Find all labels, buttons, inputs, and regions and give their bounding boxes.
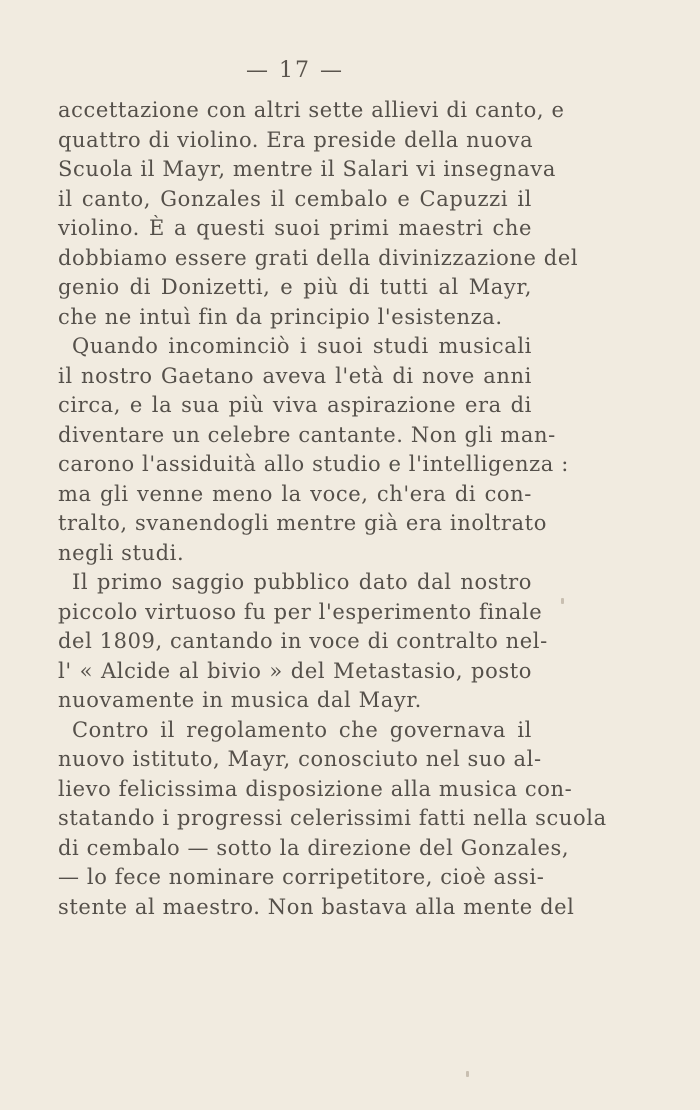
text-line: tralto, svanendogli mentre già era inoltrato xyxy=(58,511,547,535)
text-line: nuovo istituto, Mayr, conosciuto nel suo al- xyxy=(58,747,542,771)
text-line: di cembalo — sotto la direzione del Gonzales, xyxy=(58,835,570,860)
body-text xyxy=(58,96,607,922)
text-line: diventare un celebre cantante. Non gli man- xyxy=(58,422,556,447)
text-line: Contro il regolamento che governava il xyxy=(72,717,532,742)
text-line: quattro di violino. Era preside della nuova xyxy=(58,127,534,152)
text-line: che ne intuì fin da principio l'esistenza. xyxy=(58,304,503,329)
text-line: Quando incominciò i suoi studi musicali xyxy=(72,334,532,358)
text-line: ma gli venne meno la voce, ch'era di con- xyxy=(58,481,532,506)
text-line: Scuola il Mayr, mentre il Salari vi insegnava xyxy=(58,157,557,181)
text-line: il nostro Gaetano aveva l'età di nove anni xyxy=(58,363,532,388)
text-line: statando i progressi celerissimi fatti nella scuola xyxy=(58,806,607,830)
text-line: il canto, Gonzales il cembalo e Capuzzi il xyxy=(58,186,532,211)
paper-speck xyxy=(466,1071,469,1077)
text-line: accettazione con altri sette allievi di canto, e xyxy=(58,98,565,122)
text-line: dobbiamo essere grati della divinizzazione del xyxy=(58,245,579,270)
text-line: l' « Alcide al bivio » del Metastasio, posto xyxy=(58,658,532,683)
text-line: — lo fece nominare corripetitore, cioè assi- xyxy=(58,865,545,889)
paragraph-1 xyxy=(58,96,579,332)
text-line: del 1809, cantando in voce di contralto nel- xyxy=(58,629,548,653)
text-line: stente al maestro. Non bastava alla mente del xyxy=(58,894,575,919)
paper-speck xyxy=(561,598,564,604)
page-number: — 17 — xyxy=(246,58,344,83)
paragraph-3 xyxy=(58,568,548,716)
text-line: genio di Donizetti, e più di tutti al Mayr, xyxy=(58,275,532,299)
text-line: piccolo virtuoso fu per l'esperimento finale xyxy=(58,599,543,624)
text-line: negli studi. xyxy=(58,540,185,565)
text-line: violino. È a questi suoi primi maestri che xyxy=(58,216,532,240)
text-line: lievo felicissima disposizione alla musica con- xyxy=(58,776,573,801)
text-line: carono l'assiduità allo studio e l'intelligenza : xyxy=(58,452,569,476)
paragraph-2 xyxy=(58,332,569,568)
text-line: Il primo saggio pubblico dato dal nostro xyxy=(72,570,532,594)
text-line: circa, e la sua più viva aspirazione era di xyxy=(58,393,532,417)
text-line: nuovamente in musica dal Mayr. xyxy=(58,688,422,712)
paragraph-4 xyxy=(58,716,607,923)
